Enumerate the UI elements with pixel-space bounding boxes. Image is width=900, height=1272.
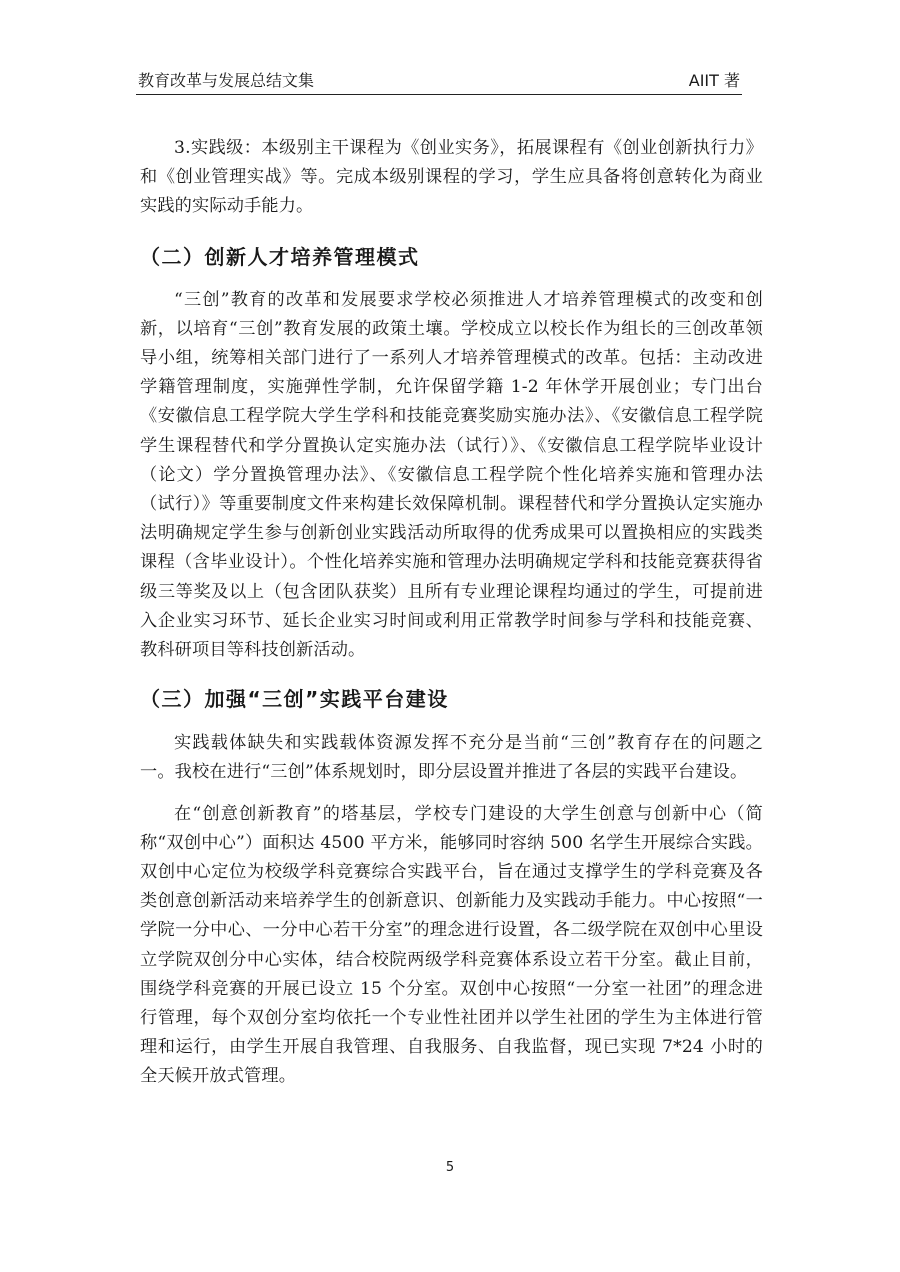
main-content [140, 134, 763, 1092]
section-heading-3: （三）加强“三创”实践平台建设 [140, 687, 449, 712]
running-header [136, 64, 742, 95]
header-title: 教育改革与发展总结文集 [138, 71, 315, 90]
paragraph-innovation-center: 在“创意创新教育”的塔基层，学校专门建设的大学生创意与创新中心（简称“双创中心”）面积达 4500 平方米，能够同时容纳 500 名学生开展综合实践。双创中心定位为校级学科竞赛综合实践平台，旨在通过支撑学生的学科竞赛及各类创意创新活动来培养学生的创新意识、创新能力及实践动手能力。中心按照“一学院一分中心、一分中心若干分室”的理念进行设置，各二级学院在双创中心里设立学院双创分中心实体，结合校院两级学科竞赛体系设立若干分室。截止目前，围绕学科竞赛的开展已设立 15 个分室。双创中心按照“一分室一社团”的理念进行管理，每个双创分室均依托一个专业性社团并以学生社团的学生为主体进行管理和运行，由学生开展自我管理、自我服务、自我监督，现已实现 7*24 小时的全天候开放式管理。 [140, 803, 763, 1087]
paragraph-platform-intro: 实践载体缺失和实践载体资源发挥不充分是当前“三创”教育存在的问题之一。我校在进行“三创”体系规划时，即分层设置并推进了各层的实践平台建设。 [140, 733, 763, 783]
section-heading-2: （二）创新人才培养管理模式 [140, 244, 420, 269]
page-number: 5 [445, 1160, 455, 1175]
header-author: AIIT 著 [688, 71, 740, 90]
paragraph-practice-level: 3.实践级：本级别主干课程为《创业实务》，拓展课程有《创业创新执行力》和《创业管理实战》等。完成本级别课程的学习，学生应具备将创意转化为商业实践的实际动手能力。 [140, 138, 763, 217]
paragraph-management-model: “三创”教育的改革和发展要求学校必须推进人才培养管理模式的改变和创新，以培育“三创”教育发展的政策土壤。学校成立以校长作为组长的三创改革领导小组，统筹相关部门进行了一系列人才培养管理模式的改革。包括：主动改进学籍管理制度，实施弹性学制，允许保留学籍 1-2 年休学开展创业；专门出台《安徽信息工程学院大学生学科和技能竞赛奖励实施办法》、《安徽信息工程学院学生课程替代和学分置换认定实施办法（试行）》、《安徽信息工程学院毕业设计（论文）学分置换管理办法》、《安徽信息工程学院个性化培养实施和管理办法（试行）》等重要制度文件来构建长效保障机制。课程替代和学分置换认定实施办法明确规定学生参与创新创业实践活动所取得的优秀成果可以置换相应的实践类课程（含毕业设计）。个性化培养实施和管理办法明确规定学科和技能竞赛获得省级三等奖及以上（包含团队获奖）且所有专业理论课程均通过的学生，可提前进入企业实习环节、延长企业实习时间或利用正常教学时间参与学科和技能竞赛、教科研项目等科技创新活动。 [140, 289, 763, 661]
